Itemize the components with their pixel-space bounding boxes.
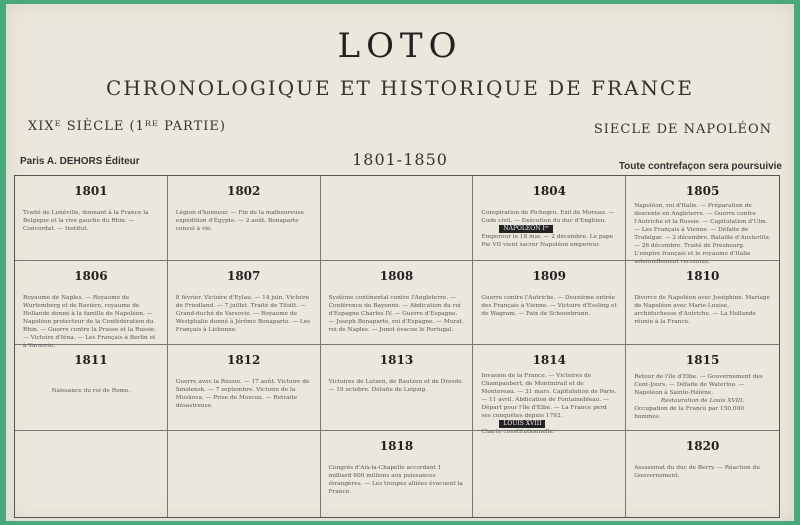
grid-cell <box>15 176 168 261</box>
grid-cell-empty <box>15 431 168 517</box>
grid-cell <box>473 176 626 261</box>
grid-cell-empty <box>473 431 626 517</box>
cell-text: Napoléon, roi d'Italie. — Préparation de descente en Angleterre. — Guerre contre l'Autriche et la Russie. — Capitulation d'Ulm. — Les Français à Vienne. — Défaite de Trafalgar. — 2 décembre. Bataille d'Austerlitz. — 26 décembre. Traité de Presbourg. L'empire français et le royaume d'Italie solennellement reconnus. <box>634 203 771 265</box>
cell-year: 1812 <box>226 353 261 367</box>
cell-text: Légion d'honneur. — Fin de la malheureuse expédition d'Égypte. — 2 août. Bonaparte consul à vie. <box>175 210 304 232</box>
cell-year: 1810 <box>685 269 720 283</box>
copyright-notice: Toute contrefaçon sera poursuivie <box>618 161 782 172</box>
cell-text: Système continental contre l'Angleterre. — Conférence de Bayonne. — Abdication du roi d'Espagne Charles IV. — Guerre d'Espagne. — Joseph Bonaparte, roi d'Espagne. — Murat, roi de Naples. — Junot évacue le Portugal. <box>328 295 464 333</box>
cell-year: 1806 <box>74 269 108 283</box>
loto-card <box>6 4 794 521</box>
cell-text: Congrès d'Aix-la-Chapelle accordant 1 milliard 600 millions aux puissances étrangères. — Les troupes alliées évacuent la France. <box>328 465 463 495</box>
cell-text: Invasion de la France. — Victoires de Champaubert, de Montmirail et de Montereau. — 31 mars. Capitulation de Paris. — 11 avril. Abdication de Fontainebleau. — Départ pour l'île d'Elbe. — La France perd ses conquêtes depuis 1792. LOUIS XVIII Charte constitutionnelle. <box>481 373 617 435</box>
grid-cell <box>626 176 779 265</box>
cell-year: 1813 <box>379 353 414 367</box>
cell-text: Assassinat du duc de Berry. — Réaction du Gouvernement. <box>634 465 761 479</box>
cell-year: 1801 <box>74 184 108 198</box>
cell-year: 1814 <box>532 353 566 367</box>
grid-cell-empty <box>168 431 321 517</box>
cell-subheading: Restauration de Louis XVIII. <box>660 398 745 404</box>
grid-cell <box>473 345 626 435</box>
cell-text: Naissance du roi de Rome. <box>51 388 131 394</box>
cell-text: Guerre contre l'Autriche. — Deuxième entrée des Français à Vienne. — Victoire d'Essling et de Wagram. — Paix de Schoenbrunn. <box>481 295 617 317</box>
cell-year: 1815 <box>685 353 720 367</box>
grid-cell <box>626 431 779 517</box>
period-label: 1801-1850 <box>352 150 448 169</box>
page-subtitle: CHRONOLOGIQUE ET HISTORIQUE DE FRANCE <box>106 76 694 100</box>
era-caption: SIECLE DE NAPOLÉON <box>593 122 772 137</box>
cell-year: 1811 <box>74 353 108 367</box>
grid-cell <box>168 261 321 345</box>
cell-year: 1807 <box>226 269 261 283</box>
cell-year: 1809 <box>532 269 566 283</box>
cell-text: Guerre avec la Russie. — 17 août. Victoire de Smolensk. — 7 septembre. Victoire de la Moskova. — Prise de Moscou. — Retraite désastreuse. <box>175 379 310 409</box>
cell-year: 1808 <box>379 269 414 283</box>
cell-text: Victoires de Lutzen, de Bautzen et de Dresde. — 19 octobre. Défaite de Leipzig. <box>328 379 464 393</box>
grid-cell-empty <box>321 176 474 261</box>
grid-cell <box>321 431 474 517</box>
grid-cell <box>168 176 321 261</box>
century-caption: XIXᴱ SIÈCLE (1ᴿᴱ PARTIE) <box>28 119 226 134</box>
publisher-label: Paris A. DEHORS Éditeur <box>20 156 140 167</box>
page-title: LOTO <box>337 26 463 66</box>
cell-text: Conspiration de Pichegru. Exil de Moreau. — Code civil. — Exécution du duc d'Enghien. NAPOLEON Iᵉʳ Empereur le 18 mai. — 2 décembre. Le pape Pie VII vient sacrer Napoléon empereur. <box>481 210 615 248</box>
grid-cell <box>473 261 626 345</box>
cell-text: Traité de Lunéville, donnant à la France la Belgique et la rive gauche du Rhin. — Concordat. — Institut. <box>23 210 149 232</box>
cell-year: 1802 <box>226 184 261 198</box>
loto-grid <box>14 175 780 518</box>
cell-year: 1818 <box>379 439 414 453</box>
grid-cell <box>626 345 779 431</box>
cell-text: Royaume de Naples. — Royaume de Wurtemberg et de Bavière, royaume de Hollande donné à la famille de Napoléon. — Napoléon protecteur de la Confédération du Rhin. — Guerre contre la Prusse et la Russie. — Victoire d'Iéna. — Les Français à Berlin et à Varsovie. <box>23 295 157 349</box>
grid-cell <box>321 261 474 345</box>
cell-year: 1805 <box>685 184 720 198</box>
cell-year: 1804 <box>532 184 566 198</box>
grid-cell <box>168 345 321 431</box>
grid-cell <box>321 345 474 431</box>
ruler-badge: LOUIS XVIII <box>499 420 545 428</box>
grid-cell <box>626 261 779 345</box>
cell-text: 8 février. Victoire d'Eylau. — 14 juin. Victoire de Friedland. — 7 juillet. Traité de Tilsitt. — Grand-duché de Varsovie. — Royaume de Westphalie donné à Jérôme Bonaparte. — Les Français à Lisbonne. <box>175 295 311 333</box>
cell-text: Divorce de Napoléon avec Joséphine. Mariage de Napoléon avec Marie-Louise, archiduchesse d'Autriche. — La Hollande réunie à la France. <box>634 295 771 325</box>
cell-year: 1820 <box>685 439 720 453</box>
grid-cell <box>15 345 168 431</box>
cell-text: Retour de l'île d'Elbe. — Gouvernement des Cent-Jours. — Défaite de Waterloo. — Napoléon à Sainte-Hélène. Restauration de Louis XVIII. Occupation de la France par 150,000 hommes. <box>634 373 771 421</box>
grid-cell <box>15 261 168 349</box>
ruler-badge: NAPOLEON Iᵉʳ <box>499 225 553 233</box>
